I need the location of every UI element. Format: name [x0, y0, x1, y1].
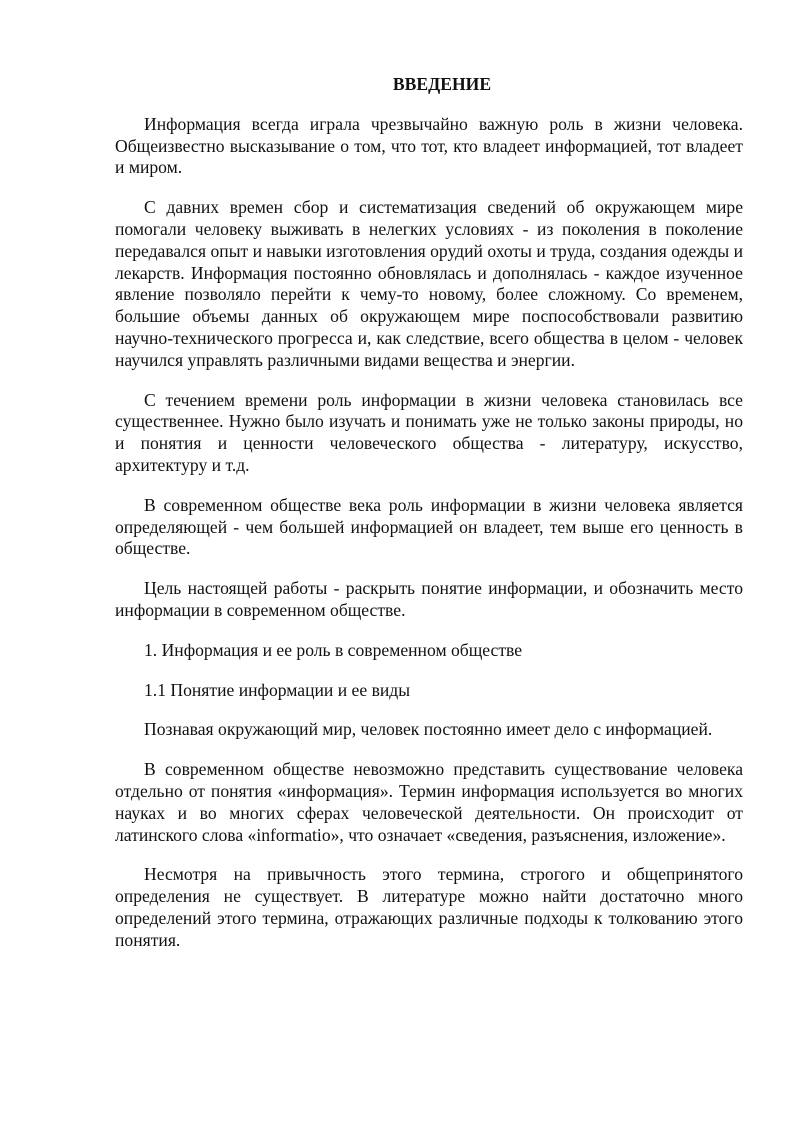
intro-paragraph-4: В современном обществе века роль информации в жизни человека является определяющей - чем большей информацией он владеет, тем выше его ценность в обществе. — [115, 494, 743, 559]
document-body — [115, 74, 743, 970]
intro-paragraph-5: Цель настоящей работы - раскрыть понятие информации, и обозначить место информации в современном обществе. — [115, 578, 743, 620]
section-paragraph-1: Познавая окружающий мир, человек постоянно имеет дело с информацией. — [144, 719, 713, 740]
intro-paragraph-2: С давних времен сбор и систематизация сведений об окружающем мире помогали человеку выживать в нелегких условиях - из поколения в поколение передавался опыт и навыки изготовления орудий охоты и труда, создания одежды и лекарств. Информация постоянно обновлялась и дополнялась - каждое изученное явление позволяло перейти к чему-то новому, более сложному. Со временем, большие объемы данных об окружающем мире поспособствовали развитию научно-технического прогресса и, как следствие, всего общества в целом - человек научился управлять различными видами вещества и энергии. — [115, 197, 743, 370]
intro-paragraph-1: Информация всегда играла чрезвычайно важную роль в жизни человека. Общеизвестно высказывание о том, что тот, кто владеет информацией, тот владеет и миром. — [115, 113, 743, 178]
section-paragraph-2: В современном обществе невозможно представить существование человека отдельно от понятия «информация». Термин информация используется во многих науках и во многих сферах человеческой деятельности. Он происходит от латинского слова «informatio», что означает «сведения, разъяснения, изложение». — [115, 759, 743, 845]
page-title: ВВЕДЕНИЕ — [392, 74, 492, 94]
intro-paragraph-3: С течением времени роль информации в жизни человека становилась все существеннее. Нужно было изучать и понимать уже не только законы природы, но и понятия и ценности человеческого общества - литературу, искусство, архитектуру и т.д. — [115, 389, 743, 475]
section-heading: 1. Информация и ее роль в современном обществе — [144, 639, 523, 660]
subsection-heading: 1.1 Понятие информации и ее виды — [144, 679, 411, 700]
section-paragraph-3: Несмотря на привычность этого термина, строгого и общепринятого определения не существует. В литературе можно найти достаточно много определений этого термина, отражающих различные подходы к толкованию этого понятия. — [115, 864, 743, 950]
